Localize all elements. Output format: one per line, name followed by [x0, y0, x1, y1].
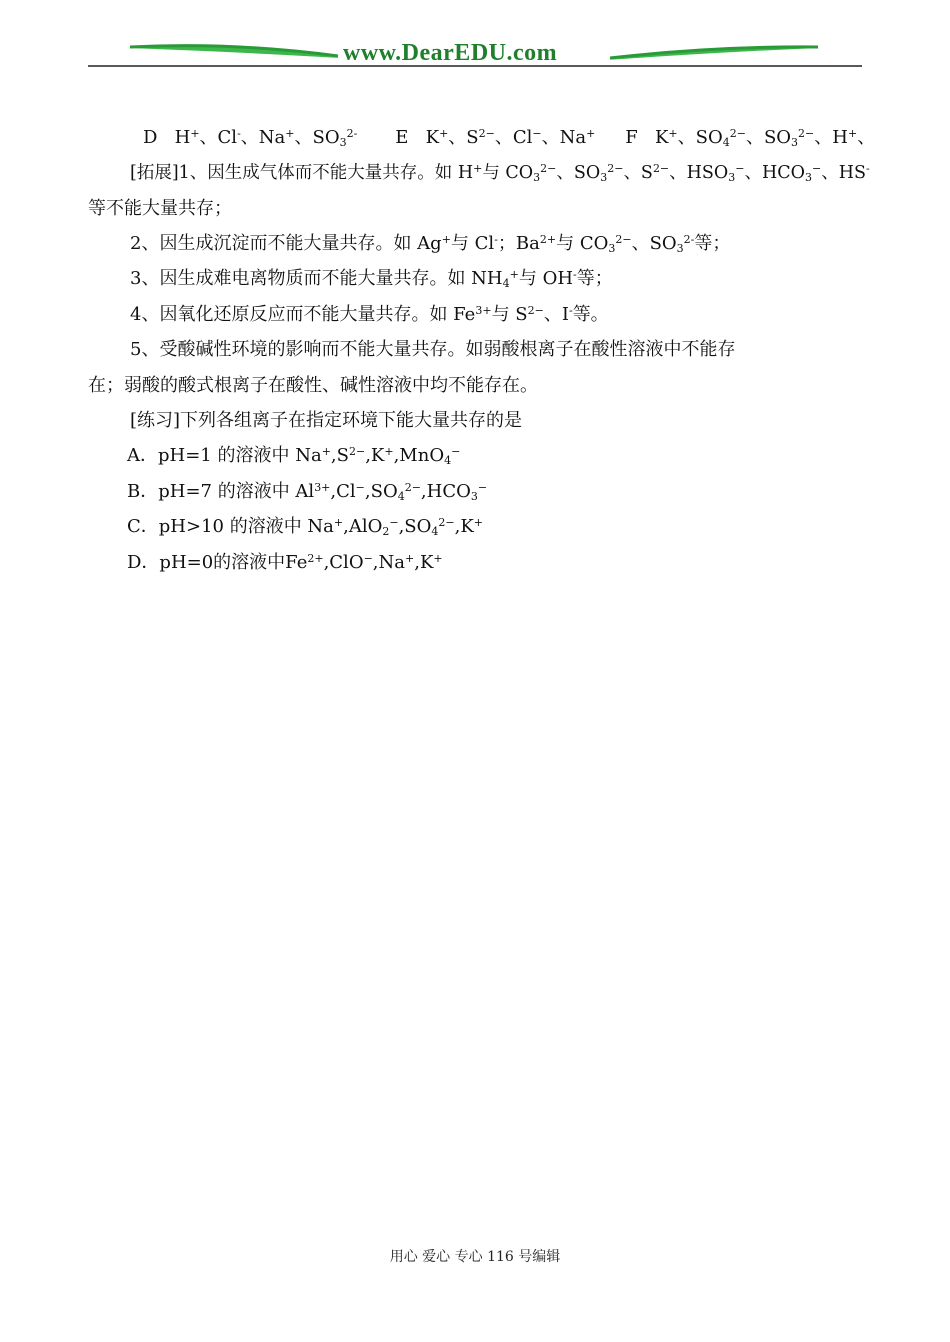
site-logo-text: www.DearEDU.com: [343, 40, 558, 66]
exercise-option-d: D．pH=0的溶液中$Fe^{2+},ClO^-,Na^+,K^+$: [127, 552, 443, 573]
exercise-option-b: B．pH=7 的溶液中 $Al^{3+},Cl^-,SO_4^{2-},HCO_3^-$: [127, 481, 488, 503]
page-header: [0, 0, 950, 80]
extension-item-1-continued: 等不能大量共存；: [88, 198, 232, 219]
extension-item-4: 4、因氧化还原反应而不能大量共存。如 $Fe^{3+}$与 $S^{2-}$、I-等。: [130, 304, 609, 325]
options-def-line: D H+、Cl-、Na+、$SO_3^{2-}$ E K+、$S^{2-}$、Cl−、Na+ F K+、$SO_4^{2-}$、$SO_3^{2-}$、H+、: [143, 127, 876, 149]
extension-item-5: 5、受酸碱性环境的影响而不能大量共存。如弱酸根离子在酸性溶液中不能存: [130, 339, 736, 360]
extension-item-5-continued: 在；弱酸的酸式根离子在酸性、碱性溶液中均不能存在。: [88, 375, 538, 396]
extension-item-2: 2、因生成沉淀而不能大量共存。如 Ag+与 Cl-；$Ba^{2+}$与 $CO_3^{2-}$、$SO_3^{2-}$等；: [130, 233, 731, 255]
extension-item-1: [拓展]1、因生成气体而不能大量共存。如 H+与 $CO_3^{2-}$、$SO_3^{2-}$、$S^{2-}$、$HSO_3^-$、$HCO_3^-$、HS-: [130, 162, 870, 184]
exercise-option-c: C．pH>10 的溶液中 $Na^+,AlO_2^-,SO_4^{2-},K^+$: [127, 516, 483, 538]
exercise-question: [练习]下列各组离子在指定环境下能大量共存的是: [130, 410, 523, 431]
exercise-option-a: A．pH=1 的溶液中 $Na^+,S^{2-},K^+,MnO_4^-$: [127, 445, 461, 467]
extension-item-3: 3、因生成难电离物质而不能大量共存。如 $NH_4^+$与 OH-等；: [130, 268, 613, 290]
page-footer: 用心 爱心 专心 116 号编辑: [389, 1249, 561, 1265]
